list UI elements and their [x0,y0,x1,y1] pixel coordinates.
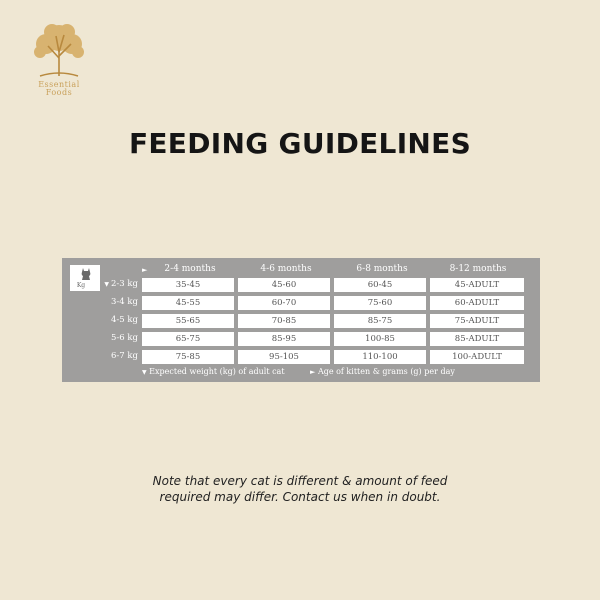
table-cell: 65-75 [142,332,234,346]
row-label: 5-6 kg [111,333,138,343]
note-line: required may differ. Contact us when in doubt. [159,490,441,504]
table-cell: 45-60 [238,278,330,292]
table-cell: 95-105 [238,350,330,364]
footnote-weight: ▼ Expected weight (kg) of adult cat [142,367,285,376]
cat-weight-badge [70,265,100,291]
table-cell: 100-85 [334,332,426,346]
table-cell: 85-ADULT [430,332,524,346]
tree-icon [26,20,92,80]
weight-unit-label: Kg [76,282,86,289]
brand-name-line2: Foods [45,88,73,97]
column-header: 2-4 months [164,264,216,274]
row-label: 4-5 kg [111,315,138,325]
row-label: 6-7 kg [111,351,138,361]
cat-icon [80,267,92,281]
table-cell: 45-ADULT [430,278,524,292]
row-label: ▼ 2-3 kg [104,279,138,289]
table-cell: 60-70 [238,296,330,310]
column-header: 8-12 months [449,264,507,274]
footnote-age: ► Age of kitten & grams (g) per day [310,367,455,376]
age-arrow-icon: ► [310,368,316,376]
brand-name-line1: Essential [38,80,80,89]
weight-arrow-icon: ▼ [104,281,110,288]
note-line: Note that every cat is different & amount of feed [152,474,448,488]
disclaimer-note [0,473,600,505]
table-cell: 60-45 [334,278,426,292]
table-cell: 75-ADULT [430,314,524,328]
table-cell: 70-85 [238,314,330,328]
column-header: 4-6 months [260,264,312,274]
brand-logo [26,20,92,100]
table-cell: 35-45 [142,278,234,292]
weight-arrow-icon: ▼ [142,369,147,376]
row-label: 3-4 kg [111,297,138,307]
table-cell: 55-65 [142,314,234,328]
column-header: 6-8 months [356,264,408,274]
table-cell: 110-100 [334,350,426,364]
table-cell: 45-55 [142,296,234,310]
feeding-table [62,258,540,382]
page-title: FEEDING GUIDELINES [128,127,472,160]
table-cell: 60-ADULT [430,296,524,310]
table-cell: 85-75 [334,314,426,328]
table-cell: 75-85 [142,350,234,364]
table-cell: 85-95 [238,332,330,346]
table-cell: 75-60 [334,296,426,310]
table-cell: 100-ADULT [430,350,524,364]
age-arrow-icon: ► [142,266,148,274]
